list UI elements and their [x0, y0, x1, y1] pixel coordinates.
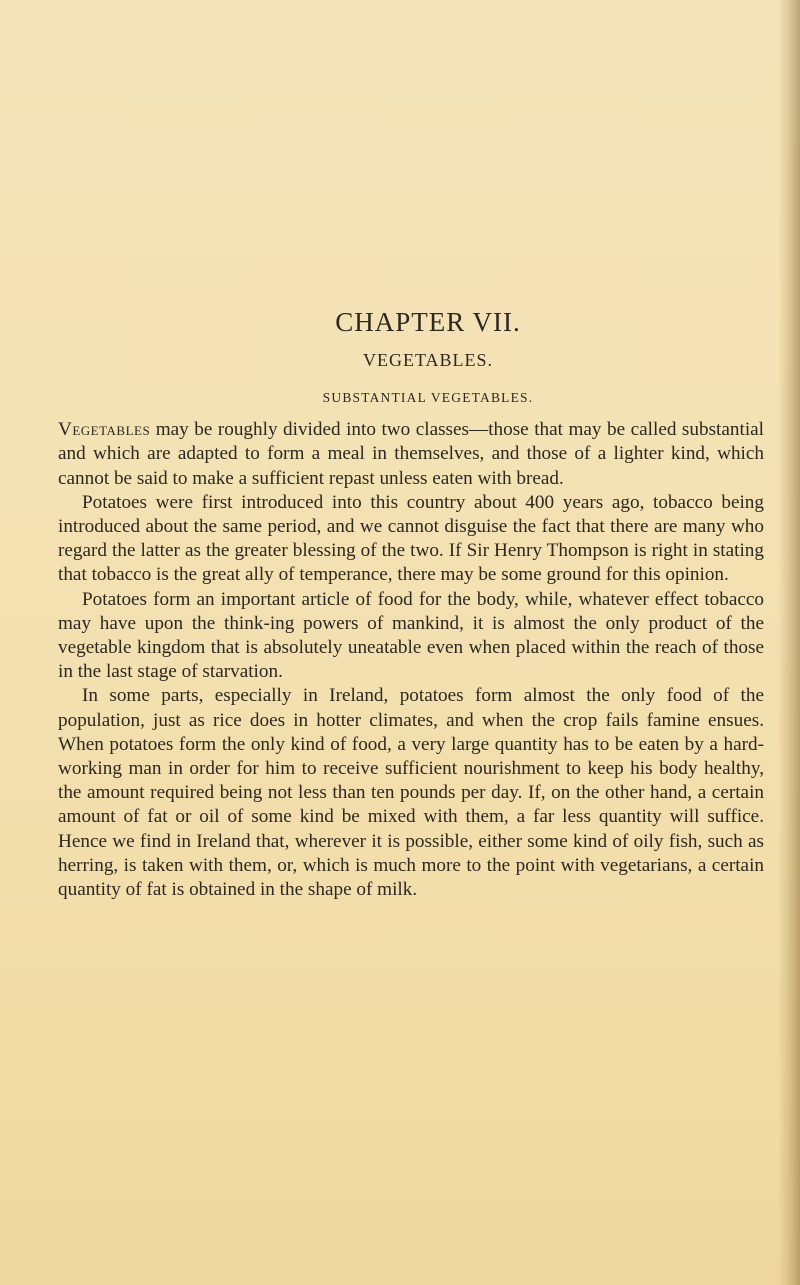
body-text	[58, 418, 764, 902]
chapter-title: CHAPTER VII.	[335, 307, 521, 337]
book-page	[58, 306, 764, 902]
paragraph-text: Potatoes form an important article of food for the body, while, whatever effect tobacco may have upon the think-ing powers of mankind, it is almost the only product of the vegetable kingdom that is absolutely uneatable even when placed within the reach of those in the last stage of starvation.	[58, 588, 764, 683]
subsection-title: SUBSTANTIAL VEGETABLES.	[322, 389, 534, 405]
paragraph-text: may be roughly divided into two classes—those that may be called substantial and which are adapted to form a meal in themselves, and those of a lighter kind, which cannot be said to make a sufficient repast unless eaten with bread.	[58, 419, 764, 489]
paragraph	[58, 491, 764, 588]
paragraph-text: In some parts, especially in Ireland, potatoes form almost the only food of the population, just as rice does in hotter climates, and when the crop fails famine ensues. When potatoes form the only kind of food, a very large quantity has to be eaten by a hard-working man in order for him to receive sufficient nourishment to keep his body healthy, the amount required being not less than ten pounds per day. If, on the other hand, a certain amount of fat or oil of some kind be mixed with them, a far less quantity will suffice. Hence we find in Ireland that, wherever it is possible, either some kind of oily fish, such as herring, is taken with them, or, which is much more to the point with vegetarians, a certain quantity of fat is obtained in the shape of milk.	[58, 685, 764, 901]
paragraph-lead-word: Vegetables	[58, 419, 151, 441]
paragraph	[58, 684, 764, 902]
page-edge-shadow	[778, 0, 800, 1285]
paragraph	[58, 588, 764, 685]
paragraph	[58, 418, 764, 491]
section-title: VEGETABLES.	[362, 350, 494, 371]
paragraph-text: Potatoes were first introduced into this country about 400 years ago, tobacco being introduced about the same period, and we cannot disguise the fact that there are many who regard the latter as the greater blessing of the two. If Sir Henry Thompson is right in stating that tobacco is the great ally of temperance, there may be some ground for this opinion.	[58, 491, 764, 586]
